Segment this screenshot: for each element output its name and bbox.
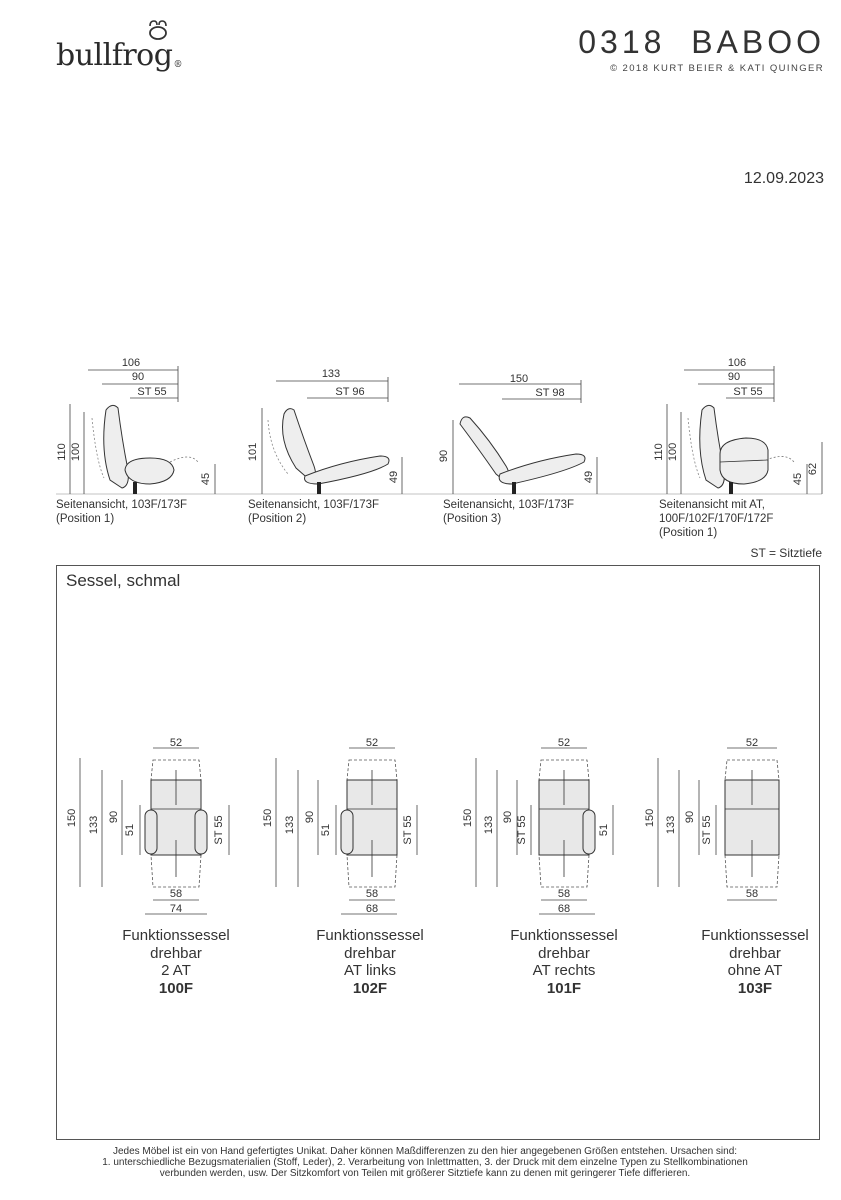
plan-3-w2: 68	[557, 903, 571, 915]
caption-line: (Position 1)	[56, 513, 115, 525]
label-line: ohne AT	[727, 962, 783, 979]
section-title: Sessel, schmal	[66, 571, 181, 590]
label-line: drehbar	[538, 944, 590, 962]
side-view-1	[56, 357, 215, 494]
side-caption-4	[659, 498, 773, 540]
plan-103F	[644, 737, 779, 900]
product-code: 100F	[158, 979, 194, 997]
label-line: drehbar	[150, 944, 202, 962]
document-date: 12.09.2023	[743, 170, 824, 187]
frog-logo-icon	[146, 18, 170, 42]
side-1-height2: 100	[70, 442, 82, 462]
st-legend: ST = Sitztiefe	[750, 546, 822, 560]
caption-line: 100F/102F/170F/172F	[659, 513, 774, 525]
plan-3-h2: 133	[483, 815, 495, 835]
footer-line: Jedes Möbel ist ein von Hand gefertigtes Unikat. Daher können Maßdifferenzen zu den hier angegebenen Größen entstehen. Ursachen sind:	[112, 1146, 738, 1157]
side-1-st: ST 55	[137, 386, 167, 398]
side-view-4	[653, 357, 822, 494]
plan-1-w1: 58	[169, 888, 183, 900]
brand-logo-text	[56, 38, 182, 73]
side-4-depth2: 90	[727, 371, 741, 383]
plan-2-h3: 90	[304, 810, 316, 824]
plan-2-w2: 68	[365, 903, 379, 915]
plan-4-h1: 150	[644, 808, 656, 828]
side-view-drawings	[0, 340, 841, 505]
plan-100F	[66, 737, 229, 915]
label-line: Funktionssessel	[701, 927, 809, 944]
label-line: Funktionssessel	[316, 927, 424, 944]
side-1-seat-h: 45	[200, 472, 212, 486]
plan-2-st: ST 55	[402, 815, 414, 845]
plan-1-st: ST 55	[213, 815, 225, 845]
plan-4-st: ST 55	[701, 815, 713, 845]
plan-4-h2: 133	[665, 815, 677, 835]
side-view-3	[438, 373, 597, 494]
plan-2-h4: 51	[320, 823, 332, 837]
side-4-arm-h: 62	[807, 462, 819, 476]
registered-mark: ®	[173, 60, 182, 70]
plan-1-h3: 90	[108, 810, 120, 824]
side-caption-1	[56, 498, 187, 526]
caption-line: Seitenansicht, 103F/173F	[443, 499, 575, 511]
side-1-depth: 106	[121, 357, 141, 369]
footer-line: verbunden werden, usw. Der Sitzkomfort von Teilen mit größerer Sitztiefe kann zu denen mit geringerer Tiefe differieren.	[159, 1168, 691, 1179]
caption-line: Seitenansicht, 103F/173F	[248, 499, 380, 511]
model-title: 0318 BABOO	[578, 24, 825, 60]
plan-1-h2: 133	[88, 815, 100, 835]
plan-3-h4: 51	[598, 823, 610, 837]
side-1-height: 110	[56, 443, 68, 461]
plan-3-st: ST 55	[516, 815, 528, 845]
plan-2-h1: 150	[262, 808, 274, 828]
plan-1-top: 52	[169, 737, 183, 749]
side-4-height2: 100	[667, 442, 679, 462]
product-code: 101F	[546, 979, 582, 997]
caption-line: Seitenansicht, 103F/173F	[56, 499, 188, 511]
side-3-seat-h: 49	[583, 470, 595, 484]
side-3-st: ST 98	[535, 387, 565, 399]
plan-4-w1: 58	[745, 888, 759, 900]
side-4-st: ST 55	[733, 386, 763, 398]
plan-2-top: 52	[365, 737, 379, 749]
side-1-depth2: 90	[131, 371, 145, 383]
plan-2-w1: 58	[365, 888, 379, 900]
designer-credit: © 2018 KURT BEIER & KATI QUINGER	[610, 63, 824, 74]
disclaimer-footer	[60, 1146, 790, 1179]
side-4-depth: 106	[727, 357, 747, 369]
plan-view-drawings	[0, 730, 841, 920]
plan-102F	[262, 737, 417, 915]
side-2-depth: 133	[321, 368, 341, 380]
product-code: 103F	[737, 979, 773, 997]
side-2-height: 101	[247, 442, 259, 462]
plan-3-h3: 90	[502, 810, 514, 824]
label-line: 2 AT	[161, 962, 191, 979]
side-view-2	[247, 368, 402, 494]
plan-1-h4: 51	[124, 823, 136, 837]
plan-4-h3: 90	[684, 810, 696, 824]
plan-label-102F	[285, 927, 455, 997]
caption-line: (Position 3)	[443, 513, 502, 525]
label-line: Funktionssessel	[122, 927, 230, 944]
plan-1-w2: 74	[169, 903, 183, 915]
side-2-seat-h: 49	[388, 470, 400, 484]
label-line: AT links	[344, 962, 396, 979]
label-line: AT rechts	[532, 962, 596, 979]
side-3-depth: 150	[509, 373, 529, 385]
plan-3-w1: 58	[557, 888, 571, 900]
side-3-height: 90	[438, 449, 450, 463]
side-4-height: 110	[653, 443, 665, 461]
side-caption-2	[248, 498, 379, 526]
label-line: drehbar	[729, 944, 781, 962]
side-caption-3	[443, 498, 574, 526]
brand-name: bullfrog	[56, 38, 173, 73]
plan-101F	[462, 737, 613, 915]
product-code: 102F	[352, 979, 388, 997]
caption-line: (Position 1)	[659, 527, 718, 539]
label-line: Funktionssessel	[510, 927, 618, 944]
plan-3-h1: 150	[462, 808, 474, 828]
side-2-st: ST 96	[335, 386, 365, 398]
caption-line: Seitenansicht mit AT,	[659, 499, 765, 511]
plan-4-top: 52	[745, 737, 759, 749]
plan-1-h1: 150	[66, 808, 78, 828]
plan-2-h2: 133	[284, 815, 296, 835]
side-4-seat-h: 45	[792, 472, 804, 486]
plan-label-101F	[479, 927, 649, 997]
plan-label-100F	[91, 927, 261, 997]
plan-label-103F	[670, 927, 840, 997]
caption-line: (Position 2)	[248, 513, 307, 525]
footer-line: 1. unterschiedliche Bezugsmaterialien (Stoff, Leder), 2. Verarbeitung von Inlettmatten, 3. der Druck mit dem einzelne Typen zu Stellkombinationen	[102, 1157, 748, 1168]
label-line: drehbar	[344, 944, 396, 962]
plan-3-top: 52	[557, 737, 571, 749]
